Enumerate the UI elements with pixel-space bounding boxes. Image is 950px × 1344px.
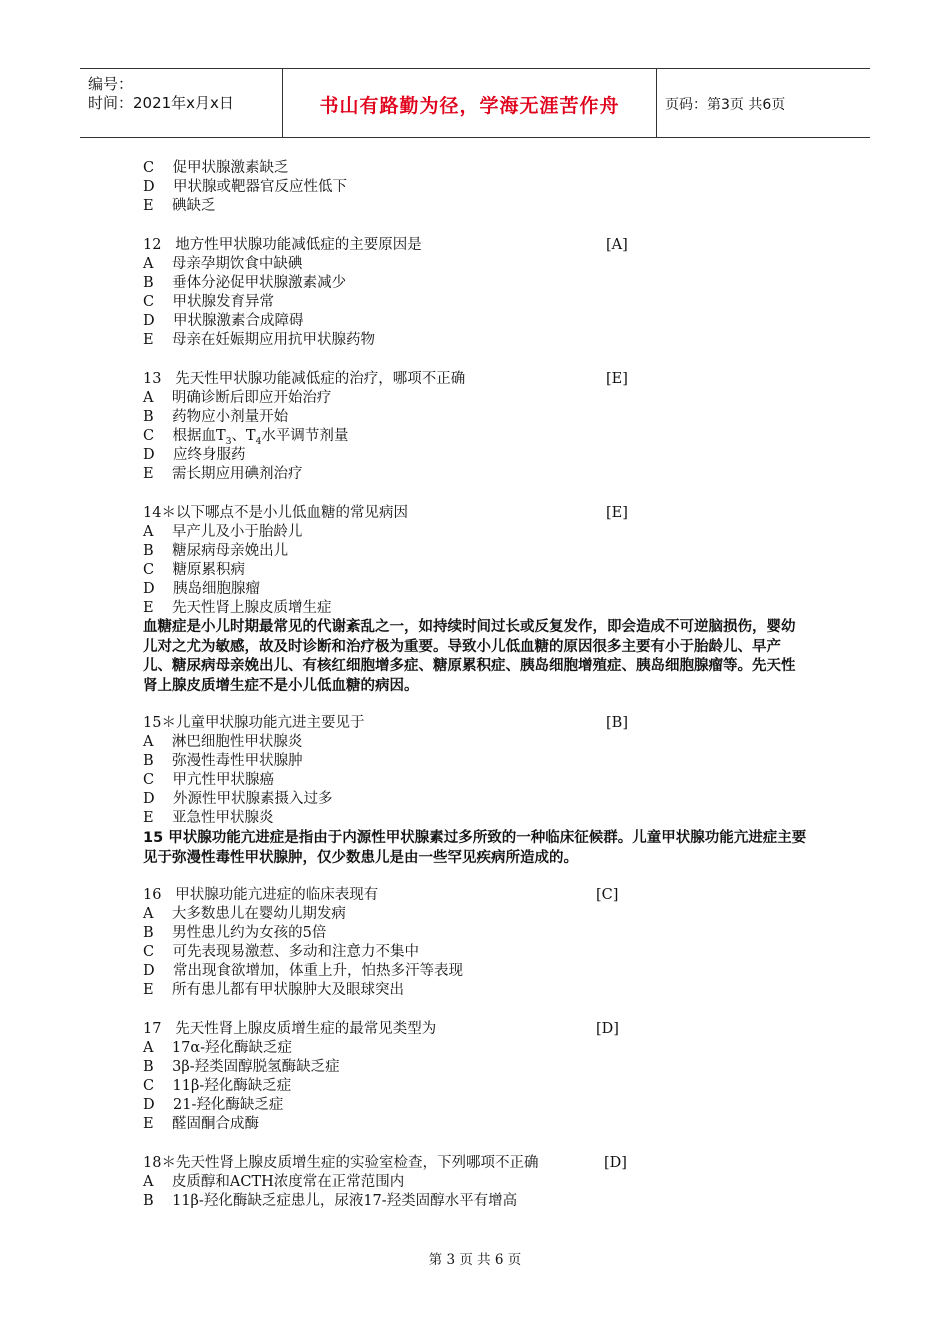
option-line: E 碘缺乏 (143, 198, 216, 214)
explanation-15: 15 甲状腺功能亢进症是指由于内源性甲状腺素过多所致的一种临床征候群。儿童甲状腺功能亢进症主要见于弥漫性毒性甲状腺肿，仅少数患儿是由一些罕见疾病所造成的。 (143, 830, 807, 866)
option-line: B 11β-羟化酶缺乏症患儿，尿液17-羟类固醇水平有增高 (143, 1193, 518, 1209)
question-18: 18＊先天性肾上腺皮质增生症的实验室检查，下列哪项不正确 (143, 1155, 539, 1171)
page-header (80, 68, 870, 138)
answer-13: [E] (606, 371, 628, 387)
answer-15: [B] (606, 715, 628, 731)
header-page-cell (657, 69, 870, 137)
question-16: 16 甲状腺功能亢进症的临床表现有 (143, 887, 379, 903)
header-motto-cell (283, 69, 657, 137)
question-14: 14＊以下哪点不是小儿低血糖的常见病因 (143, 505, 408, 521)
option-line: C 甲亢性甲状腺癌 (143, 772, 275, 788)
option-line: B 弥漫性毒性甲状腺肿 (143, 753, 303, 769)
option-line: D 甲状腺激素合成障碍 (143, 313, 304, 329)
option-line: D 胰岛细胞腺瘤 (143, 581, 261, 597)
option-line: A 17α-羟化酶缺乏症 (143, 1040, 293, 1056)
option-line: C 11β-羟化酶缺乏症 (143, 1078, 292, 1094)
header-motto: 书山有路勤为径，学海无涯苦作舟 (319, 95, 620, 117)
page-footer: 第 3 页 共 6 页 (428, 1252, 522, 1268)
option-line: E 母亲在妊娠期应用抗甲状腺药物 (143, 332, 376, 348)
option-line: C 促甲状腺激素缺乏 (143, 160, 289, 176)
option-line: C 甲状腺发育异常 (143, 294, 275, 310)
option-line: A 大多数患儿在婴幼儿期发病 (143, 906, 346, 922)
answer-16: [C] (596, 887, 619, 903)
option-line: D 常出现食欲增加，体重上升，怕热多汗等表现 (143, 963, 464, 979)
option-line: A 早产儿及小于胎龄儿 (143, 524, 303, 540)
header-left-cell (80, 69, 283, 137)
question-15: 15＊儿童甲状腺功能亢进主要见于 (143, 715, 365, 731)
option-line: B 糖尿病母亲娩出儿 (143, 543, 289, 559)
question-13: 13 先天性甲状腺功能减低症的治疗，哪项不正确 (143, 371, 466, 387)
document-date: 时间：2021年x月x日 (88, 94, 234, 112)
option-line: E 所有患儿都有甲状腺肿大及眼球突出 (143, 982, 405, 998)
option-line: B 男性患儿约为女孩的5倍 (143, 925, 327, 941)
answer-17: [D] (596, 1021, 619, 1037)
answer-12: [A] (606, 237, 628, 253)
option-line: C 可先表现易激惹、多动和注意力不集中 (143, 944, 420, 960)
option-line: A 母亲孕期饮食中缺碘 (143, 256, 303, 272)
explanation-14: 血糖症是小儿时期最常见的代谢紊乱之一，如持续时间过长或反复发作，即会造成不可逆脑损伤，婴幼儿对之尤为敏感，故及时诊断和治疗极为重要。导致小儿低血糖的原因很多主要有小于胎龄儿、早产儿、糖尿病母亲娩出儿、有核红细胞增多症、糖原累积症、胰岛细胞增殖症、胰岛细胞腺瘤等。先天性肾上腺皮质增生症不是小儿低血糖的病因。 (143, 619, 796, 694)
option-line: A 淋巴细胞性甲状腺炎 (143, 734, 303, 750)
option-line: B 垂体分泌促甲状腺激素减少 (143, 275, 347, 291)
option-line: D 21-羟化酶缺乏症 (143, 1097, 284, 1113)
option-line: C 根据血$T_3$、$T_4$水平调节剂量 (143, 428, 349, 447)
option-line: D 甲状腺或靶器官反应性低下 (143, 179, 348, 195)
option-line: C 糖原累积病 (143, 562, 246, 578)
option-line: D 外源性甲状腺素摄入过多 (143, 791, 333, 807)
answer-18: [D] (604, 1155, 627, 1171)
option-line: E 需长期应用碘剂治疗 (143, 466, 303, 482)
option-line: E 醛固酮合成酶 (143, 1116, 260, 1132)
option-line: E 亚急性甲状腺炎 (143, 810, 274, 826)
option-line: A 明确诊断后即应开始治疗 (143, 390, 332, 406)
question-17: 17 先天性肾上腺皮质增生症的最常见类型为 (143, 1021, 437, 1037)
header-page-number: 页码：第3页 共6页 (665, 97, 786, 113)
option-line: D 应终身服药 (143, 447, 246, 463)
option-line: B 药物应小剂量开始 (143, 409, 289, 425)
option-line: B 3β-羟类固醇脱氢酶缺乏症 (143, 1059, 340, 1075)
question-12: 12 地方性甲状腺功能减低症的主要原因是 (143, 237, 422, 253)
document-number-label: 编号： (88, 75, 134, 93)
option-line: E 先天性肾上腺皮质增生症 (143, 600, 332, 616)
option-line: A 皮质醇和ACTH浓度常在正常范围内 (143, 1174, 405, 1190)
answer-14: [E] (606, 505, 628, 521)
